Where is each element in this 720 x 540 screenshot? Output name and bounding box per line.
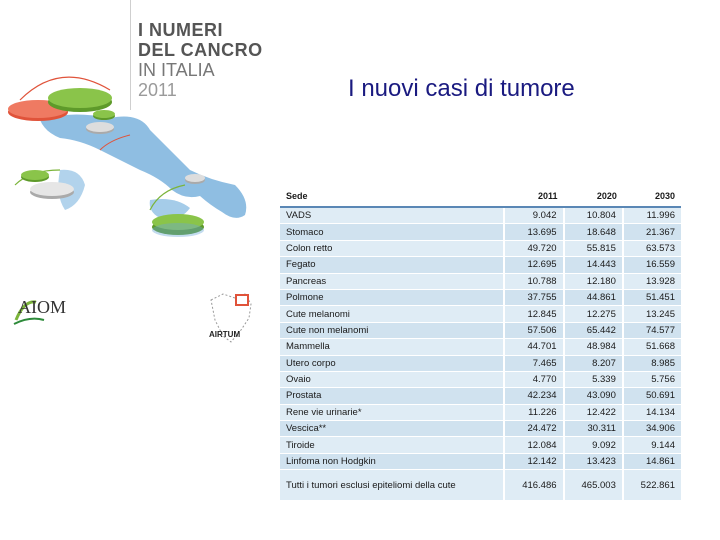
table-cell-sede: Tutti i tumori esclusi epiteliomi della cute [280, 470, 504, 501]
table-cell-value: 13.423 [564, 453, 623, 469]
table-cell-value: 7.465 [504, 355, 563, 371]
brand-line-1: I NUMERI [138, 20, 223, 40]
table-cell-value: 24.472 [504, 421, 563, 437]
table-cell-sede: Mammella [280, 339, 504, 355]
table-cell-value: 44.861 [564, 289, 623, 305]
table-row [280, 224, 681, 240]
table-row [280, 404, 681, 420]
table-cell-value: 465.003 [564, 470, 623, 501]
table-cell-value: 8.985 [623, 355, 681, 371]
table-cell-sede: Fegato [280, 257, 504, 273]
table-cell-value: 4.770 [504, 371, 563, 387]
table-cell-value: 416.486 [504, 470, 563, 501]
table-cell-sede: Colon retto [280, 240, 504, 256]
table-cell-sede: VADS [280, 207, 504, 224]
table-row [280, 339, 681, 355]
brand-year: 2011 [138, 80, 177, 100]
table-cell-value: 16.559 [623, 257, 681, 273]
table-cell-value: 65.442 [564, 322, 623, 338]
header-2011: 2011 [504, 186, 563, 207]
table-row [280, 306, 681, 322]
table-cell-value: 14.443 [564, 257, 623, 273]
table-cell-value: 13.245 [623, 306, 681, 322]
table-cell-value: 13.928 [623, 273, 681, 289]
table-row [280, 257, 681, 273]
table-header-row [280, 186, 681, 207]
table-cell-sede: Rene vie urinarie* [280, 404, 504, 420]
table-cell-sede: Stomaco [280, 224, 504, 240]
table-cell-value: 11.996 [623, 207, 681, 224]
aiom-logo-text: AIOM [18, 297, 66, 317]
table-cell-value: 57.506 [504, 322, 563, 338]
table-row [280, 453, 681, 469]
table-cell-value: 50.691 [623, 388, 681, 404]
table-cell-value: 14.861 [623, 453, 681, 469]
table-cell-value: 12.142 [504, 453, 563, 469]
table-cell-value: 8.207 [564, 355, 623, 371]
table-cell-value: 42.234 [504, 388, 563, 404]
table-cell-value: 74.577 [623, 322, 681, 338]
table-cell-value: 21.367 [623, 224, 681, 240]
table-cell-value: 10.804 [564, 207, 623, 224]
table-cell-value: 30.311 [564, 421, 623, 437]
table-cell-value: 12.422 [564, 404, 623, 420]
table-row [280, 273, 681, 289]
brand-block [138, 20, 268, 100]
table-cell-value: 37.755 [504, 289, 563, 305]
table-cell-value: 12.845 [504, 306, 563, 322]
table-row [280, 388, 681, 404]
table-cell-sede: Utero corpo [280, 355, 504, 371]
table-row [280, 240, 681, 256]
header-2030: 2030 [623, 186, 681, 207]
table-row [280, 470, 681, 501]
table-cell-value: 18.648 [564, 224, 623, 240]
table-cell-value: 9.092 [564, 437, 623, 453]
table-cell-value: 13.695 [504, 224, 563, 240]
table-cell-value: 9.144 [623, 437, 681, 453]
table-cell-value: 49.720 [504, 240, 563, 256]
table-cell-value: 14.134 [623, 404, 681, 420]
table-cell-sede: Cute non melanomi [280, 322, 504, 338]
table-cell-value: 55.815 [564, 240, 623, 256]
table-cell-sede: Linfoma non Hodgkin [280, 453, 504, 469]
slide-title: I nuovi casi di tumore [348, 75, 575, 102]
table-row [280, 322, 681, 338]
header-2020: 2020 [564, 186, 623, 207]
cancer-cases-table [280, 186, 681, 501]
table-cell-sede: Cute melanomi [280, 306, 504, 322]
table-cell-value: 9.042 [504, 207, 563, 224]
table-cell-sede: Tiroide [280, 437, 504, 453]
table-cell-value: 11.226 [504, 404, 563, 420]
table-row [280, 371, 681, 387]
table-cell-value: 12.084 [504, 437, 563, 453]
header-sede: Sede [280, 186, 504, 207]
table-cell-sede: Pancreas [280, 273, 504, 289]
table-row [280, 437, 681, 453]
table-row [280, 421, 681, 437]
airtum-logo-text: AIRTUM [209, 330, 241, 339]
brand-line-3: IN ITALIA [138, 60, 215, 80]
table-row [280, 207, 681, 224]
table-cell-value: 12.695 [504, 257, 563, 273]
table-cell-value: 63.573 [623, 240, 681, 256]
table-cell-value: 10.788 [504, 273, 563, 289]
table-cell-value: 44.701 [504, 339, 563, 355]
table-cell-sede: Polmone [280, 289, 504, 305]
table-cell-value: 48.984 [564, 339, 623, 355]
table-cell-value: 51.668 [623, 339, 681, 355]
table-cell-value: 5.756 [623, 371, 681, 387]
table-cell-value: 12.275 [564, 306, 623, 322]
table-cell-sede: Prostata [280, 388, 504, 404]
table-cell-value: 43.090 [564, 388, 623, 404]
brand-divider [130, 0, 131, 110]
table-row [280, 355, 681, 371]
table-cell-value: 51.451 [623, 289, 681, 305]
table-cell-value: 522.861 [623, 470, 681, 501]
cancer-cases-table-container [280, 186, 681, 498]
table-cell-sede: Vescica** [280, 421, 504, 437]
brand-line-2: DEL CANCRO [138, 40, 263, 60]
table-row [280, 289, 681, 305]
table-cell-sede: Ovaio [280, 371, 504, 387]
table-cell-value: 34.906 [623, 421, 681, 437]
table-cell-value: 12.180 [564, 273, 623, 289]
table-cell-value: 5.339 [564, 371, 623, 387]
